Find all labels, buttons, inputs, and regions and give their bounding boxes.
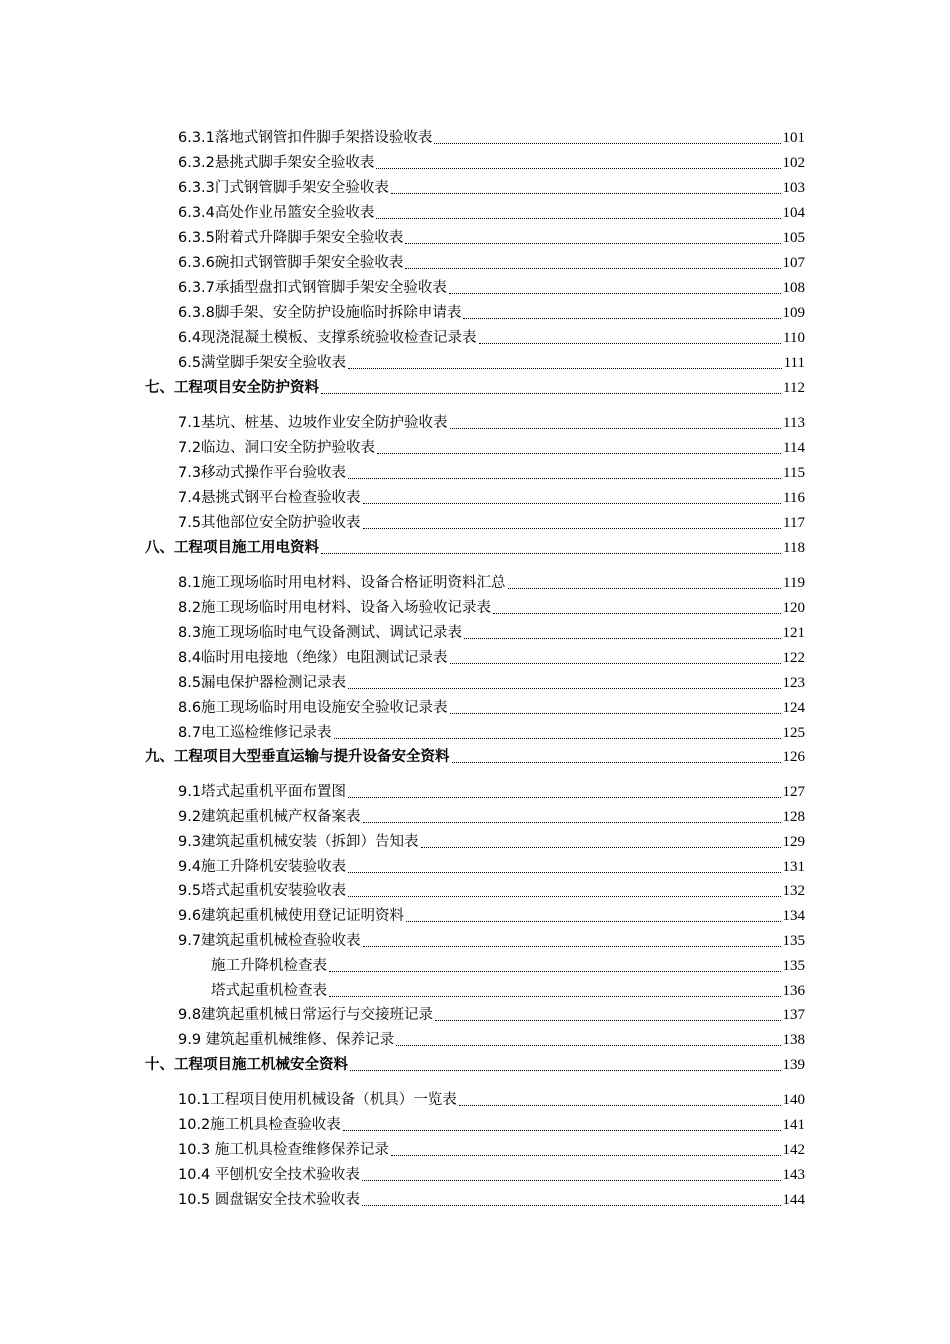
toc-chapter-entry[interactable] (145, 745, 805, 767)
dot-leader (350, 1070, 781, 1071)
toc-entry[interactable] (178, 436, 805, 458)
dot-leader (321, 393, 781, 394)
dot-leader (450, 428, 781, 429)
toc-title: 9.6建筑起重机械使用登记证明资料 (178, 908, 405, 924)
dot-leader (348, 688, 780, 689)
toc-page-number: 104 (782, 205, 805, 221)
toc-title: 6.3.8脚手架、安全防护设施临时拆除申请表 (178, 305, 462, 321)
toc-entry[interactable] (178, 411, 805, 433)
toc-title: 7.1基坑、桩基、边坡作业安全防护验收表 (178, 415, 448, 431)
toc-page-number: 101 (782, 130, 805, 146)
toc-page-number: 140 (782, 1092, 805, 1108)
dot-leader (421, 847, 781, 848)
toc-entry[interactable] (178, 721, 805, 743)
toc-entry[interactable] (178, 326, 805, 348)
dot-leader (348, 797, 780, 798)
dot-leader (377, 453, 781, 454)
toc-page-number: 138 (782, 1032, 805, 1048)
toc-page-number: 128 (782, 809, 805, 825)
toc-page-number: 123 (782, 675, 805, 691)
toc-page-number: 103 (782, 180, 805, 196)
dot-leader (391, 1155, 781, 1156)
toc-title: 6.3.7承插型盘扣式钢管脚手架安全验收表 (178, 280, 447, 296)
toc-entry[interactable] (178, 879, 805, 901)
toc-page-number: 134 (782, 908, 805, 924)
dot-leader (450, 713, 781, 714)
toc-page-number: 109 (782, 305, 805, 321)
dot-leader (405, 243, 780, 244)
dot-leader (348, 872, 780, 873)
toc-chapter-entry[interactable] (145, 1053, 805, 1075)
toc-entry[interactable] (178, 1138, 805, 1160)
toc-entry[interactable] (178, 671, 805, 693)
dot-leader (321, 553, 781, 554)
toc-title: 6.3.6碗扣式钢管脚手架安全验收表 (178, 255, 404, 271)
toc-title: 10.5 圆盘锯安全技术验收表 (178, 1192, 360, 1208)
toc-title: 10.2施工机具检查验收表 (178, 1117, 341, 1133)
toc-page-number: 118 (783, 540, 805, 556)
toc-entry[interactable] (178, 1188, 805, 1210)
dot-leader (363, 946, 781, 947)
dot-leader (376, 218, 780, 219)
dot-leader (348, 896, 780, 897)
toc-entry[interactable] (178, 301, 805, 323)
toc-title: 9.4施工升降机安装验收表 (178, 859, 347, 875)
toc-chapter-title: 十、工程项目施工机械安全资料 (145, 1057, 348, 1073)
dot-leader (363, 503, 781, 504)
toc-entry[interactable] (178, 226, 805, 248)
toc-title: 7.4悬挑式钢平台检查验收表 (178, 490, 361, 506)
toc-subentry[interactable] (211, 979, 805, 1001)
toc-page-number: 112 (783, 380, 805, 396)
toc-entry[interactable] (178, 1113, 805, 1135)
dot-leader (434, 143, 780, 144)
dot-leader (405, 268, 780, 269)
toc-title: 6.4现浇混凝土模板、支撑系统验收检查记录表 (178, 330, 477, 346)
toc-entry[interactable] (178, 780, 805, 802)
toc-entry[interactable] (178, 176, 805, 198)
toc-title: 9.7建筑起重机械检查验收表 (178, 933, 361, 949)
toc-page-number: 137 (782, 1007, 805, 1023)
toc-entry[interactable] (178, 929, 805, 951)
dot-leader (391, 193, 781, 194)
toc-page-number: 129 (782, 834, 805, 850)
dot-leader (362, 1205, 781, 1206)
dot-leader (508, 588, 781, 589)
dot-leader (464, 638, 780, 639)
toc-page-number: 120 (782, 600, 805, 616)
toc-entry[interactable] (178, 276, 805, 298)
toc-page-number: 108 (782, 280, 805, 296)
toc-entry[interactable] (178, 596, 805, 618)
toc-title: 9.2建筑起重机械产权备案表 (178, 809, 361, 825)
toc-entry[interactable] (178, 126, 805, 148)
toc-entry[interactable] (178, 1003, 805, 1025)
toc-page-number: 136 (782, 983, 805, 999)
toc-title: 8.7电工巡检维修记录表 (178, 725, 332, 741)
toc-entry[interactable] (178, 1163, 805, 1185)
dot-leader (435, 1020, 780, 1021)
toc-entry[interactable] (178, 696, 805, 718)
toc-entry[interactable] (178, 571, 805, 593)
toc-title: 6.5满堂脚手架安全验收表 (178, 355, 347, 371)
toc-page-number: 111 (783, 355, 805, 371)
toc-title: 8.2施工现场临时用电材料、设备入场验收记录表 (178, 600, 492, 616)
toc-page-number: 122 (782, 650, 805, 666)
toc-title: 7.5其他部位安全防护验收表 (178, 515, 361, 531)
dot-leader (329, 971, 781, 972)
dot-leader (479, 343, 781, 344)
toc-title: 8.4临时用电接地（绝缘）电阻测试记录表 (178, 650, 448, 666)
toc-page-number: 119 (783, 575, 805, 591)
toc-page-number: 127 (782, 784, 805, 800)
toc-entry[interactable] (178, 151, 805, 173)
toc-page-number: 139 (782, 1057, 805, 1073)
dot-leader (449, 293, 781, 294)
dot-leader (463, 318, 780, 319)
dot-leader (493, 613, 780, 614)
toc-page-number: 125 (782, 725, 805, 741)
toc-title: 10.1工程项目使用机械设备（机具）一览表 (178, 1092, 457, 1108)
dot-leader (376, 168, 780, 169)
dot-leader (406, 921, 780, 922)
toc-title: 9.8建筑起重机械日常运行与交接班记录 (178, 1007, 434, 1023)
toc-page-number: 113 (783, 415, 805, 431)
toc-page-number: 105 (782, 230, 805, 246)
toc-title: 8.5漏电保护器检测记录表 (178, 675, 347, 691)
toc-page-number: 102 (782, 155, 805, 171)
toc-page-number: 110 (783, 330, 805, 346)
toc-title: 9.1塔式起重机平面布置图 (178, 784, 347, 800)
toc-title: 10.4 平刨机安全技术验收表 (178, 1167, 360, 1183)
toc-entry[interactable] (178, 1028, 805, 1050)
toc-page-number: 115 (783, 465, 805, 481)
toc-entry[interactable] (178, 621, 805, 643)
toc-page-number: 144 (782, 1192, 805, 1208)
toc-title: 施工升降机检查表 (211, 958, 327, 974)
toc-title: 6.3.4高处作业吊篮安全验收表 (178, 205, 375, 221)
toc-entry[interactable] (178, 904, 805, 926)
dot-leader (452, 762, 781, 763)
toc-page-number: 141 (782, 1117, 805, 1133)
toc-title: 8.6施工现场临时用电设施安全验收记录表 (178, 700, 448, 716)
dot-leader (362, 1180, 781, 1181)
toc-title: 6.3.2悬挑式脚手架安全验收表 (178, 155, 375, 171)
toc-title: 8.3施工现场临时电气设备测试、调试记录表 (178, 625, 463, 641)
toc-entry[interactable] (178, 201, 805, 223)
toc-entry[interactable] (178, 830, 805, 852)
toc-page-number: 131 (782, 859, 805, 875)
toc-title: 6.3.5附着式升降脚手架安全验收表 (178, 230, 404, 246)
toc-title: 6.3.3门式钢管脚手架安全验收表 (178, 180, 389, 196)
dot-leader (363, 822, 781, 823)
toc-title: 7.2临边、洞口安全防护验收表 (178, 440, 376, 456)
toc-page-number: 117 (783, 515, 805, 531)
toc-page-number: 143 (782, 1167, 805, 1183)
toc-chapter-title: 七、工程项目安全防护资料 (145, 380, 319, 396)
toc-chapter-title: 八、工程项目施工用电资料 (145, 540, 319, 556)
dot-leader (334, 738, 781, 739)
toc-entry[interactable] (178, 646, 805, 668)
toc-page-number: 135 (782, 933, 805, 949)
dot-leader (363, 528, 781, 529)
dot-leader (450, 663, 781, 664)
toc-title: 6.3.1落地式钢管扣件脚手架搭设验收表 (178, 130, 433, 146)
toc-page-number: 114 (783, 440, 805, 456)
toc-title: 9.5塔式起重机安装验收表 (178, 883, 347, 899)
toc-entry[interactable] (178, 251, 805, 273)
toc-page-number: 121 (782, 625, 805, 641)
dot-leader (459, 1105, 781, 1106)
toc-chapter-entry[interactable] (145, 376, 805, 398)
toc-page-number: 107 (782, 255, 805, 271)
toc-entry[interactable] (178, 486, 805, 508)
dot-leader (343, 1130, 781, 1131)
toc-title: 8.1施工现场临时用电材料、设备合格证明资料汇总 (178, 575, 506, 591)
dot-leader (348, 368, 782, 369)
toc-page-number: 142 (782, 1142, 805, 1158)
toc-entry[interactable] (178, 461, 805, 483)
toc-subentry[interactable] (211, 954, 805, 976)
toc-title: 9.9 建筑起重机械维修、保养记录 (178, 1032, 395, 1048)
dot-leader (329, 996, 781, 997)
dot-leader (396, 1045, 780, 1046)
toc-title: 9.3建筑起重机械安装（拆卸）告知表 (178, 834, 419, 850)
toc-title: 塔式起重机检查表 (211, 983, 327, 999)
toc-entry[interactable] (178, 351, 805, 373)
toc-entry[interactable] (178, 1088, 805, 1110)
toc-chapter-title: 九、工程项目大型垂直运输与提升设备安全资料 (145, 749, 450, 765)
toc-title: 10.3 施工机具检查维修保养记录 (178, 1142, 389, 1158)
toc-page-number: 116 (783, 490, 805, 506)
toc-page-number: 135 (782, 958, 805, 974)
toc-chapter-entry[interactable] (145, 536, 805, 558)
toc-page-number: 126 (782, 749, 805, 765)
toc-page-number: 124 (782, 700, 805, 716)
toc-entry[interactable] (178, 511, 805, 533)
toc-entry[interactable] (178, 855, 805, 877)
dot-leader (348, 478, 781, 479)
toc-entry[interactable] (178, 805, 805, 827)
toc-title: 7.3移动式操作平台验收表 (178, 465, 347, 481)
toc-page-number: 132 (782, 883, 805, 899)
